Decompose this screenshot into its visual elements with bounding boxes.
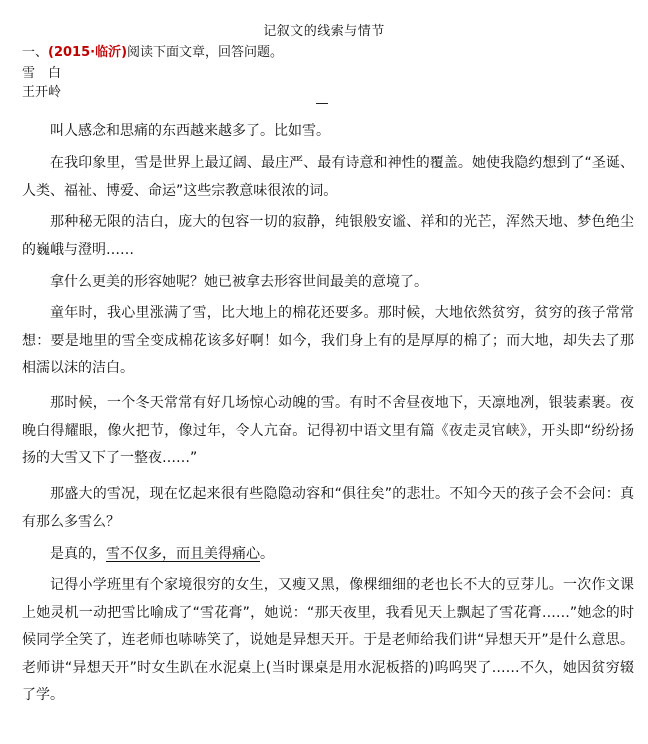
paragraph-2: 在我印象里，雪是世界上最辽阔、最庄严、最有诗意和神性的覆盖。她使我隐约想到了“圣诞、人类、福祉、博爱、命运”这些宗教意味很浓的词。 [22,155,634,199]
paragraph-3: 那种秘无限的洁白，庞大的包容一切的寂静，纯银般安谧、祥和的光芒，浑然天地、梦色绝尘的巍峨与澄明…… [22,214,634,258]
paragraph-4: 拿什么更美的形容她呢？她已被拿去形容世间最美的意境了。 [50,274,428,290]
underlined-sentence: 雪不仅多，而且美得痛心 [106,546,260,562]
article-author: 王开岭 [22,85,62,100]
paragraph-9: 记得小学班里有个家境很穷的女生，又瘦又黑，像棵细细的老也长不大的豆芽儿。一次作文课上她灵机一动把雪比喻成了“雪花膏”，她说：“那天夜里，我看见天上飘起了雪花膏……”她念的时候同学全笑了，连老师也哧哧笑了，说她是异想天开。于是老师给我们讲“异想天开”是什么意思。老师讲“异想天开”时女生趴在水泥桌上(当时课桌是用水泥板搭的)呜呜哭了……不久，她因贫穷辍了学。 [22,577,634,704]
paragraph-6: 那时候，一个冬天常常有好几场惊心动魄的雪。有时不舍昼夜地下，天凛地冽，银装素裹。夜晚白得耀眼，像火把节，像过年，令人亢奋。记得初中语文里有篇《夜走灵官峡》，开头即“纷纷扬扬的大雪又下了一整夜……” [22,395,634,467]
question-header [22,41,283,60]
paragraph-5: 童年时，我心里涨满了雪，比大地上的棉花还要多。那时候，大地依然贫穷，贫穷的孩子常常想：要是地里的雪全变成棉花该多好啊！如今，我们身上有的是厚厚的棉了；而大地，却失去了那相濡以沫的洁白。 [22,305,634,377]
paragraph-7: 那盛大的雪况，现在忆起来很有些隐隐动容和“俱往矣”的悲壮。不知今天的孩子会不会问：真有那么多雪么？ [22,486,634,530]
paragraph-8-lead: 是真的， [50,546,106,562]
section-number [316,103,328,104]
question-prefix: 一、 [22,45,49,60]
page-title: 记叙文的线索与情节 [263,24,385,39]
question-source: (2015·临沂) [48,45,128,60]
paragraph-8 [22,541,634,569]
question-instruction: 阅读下面文章，回答问题。 [127,45,284,60]
paragraph-8-tail: 。 [260,546,274,562]
article-title: 雪 白 [22,66,62,81]
paragraph-1: 叫人感念和思痛的东西越来越多了。比如雪。 [50,123,330,139]
